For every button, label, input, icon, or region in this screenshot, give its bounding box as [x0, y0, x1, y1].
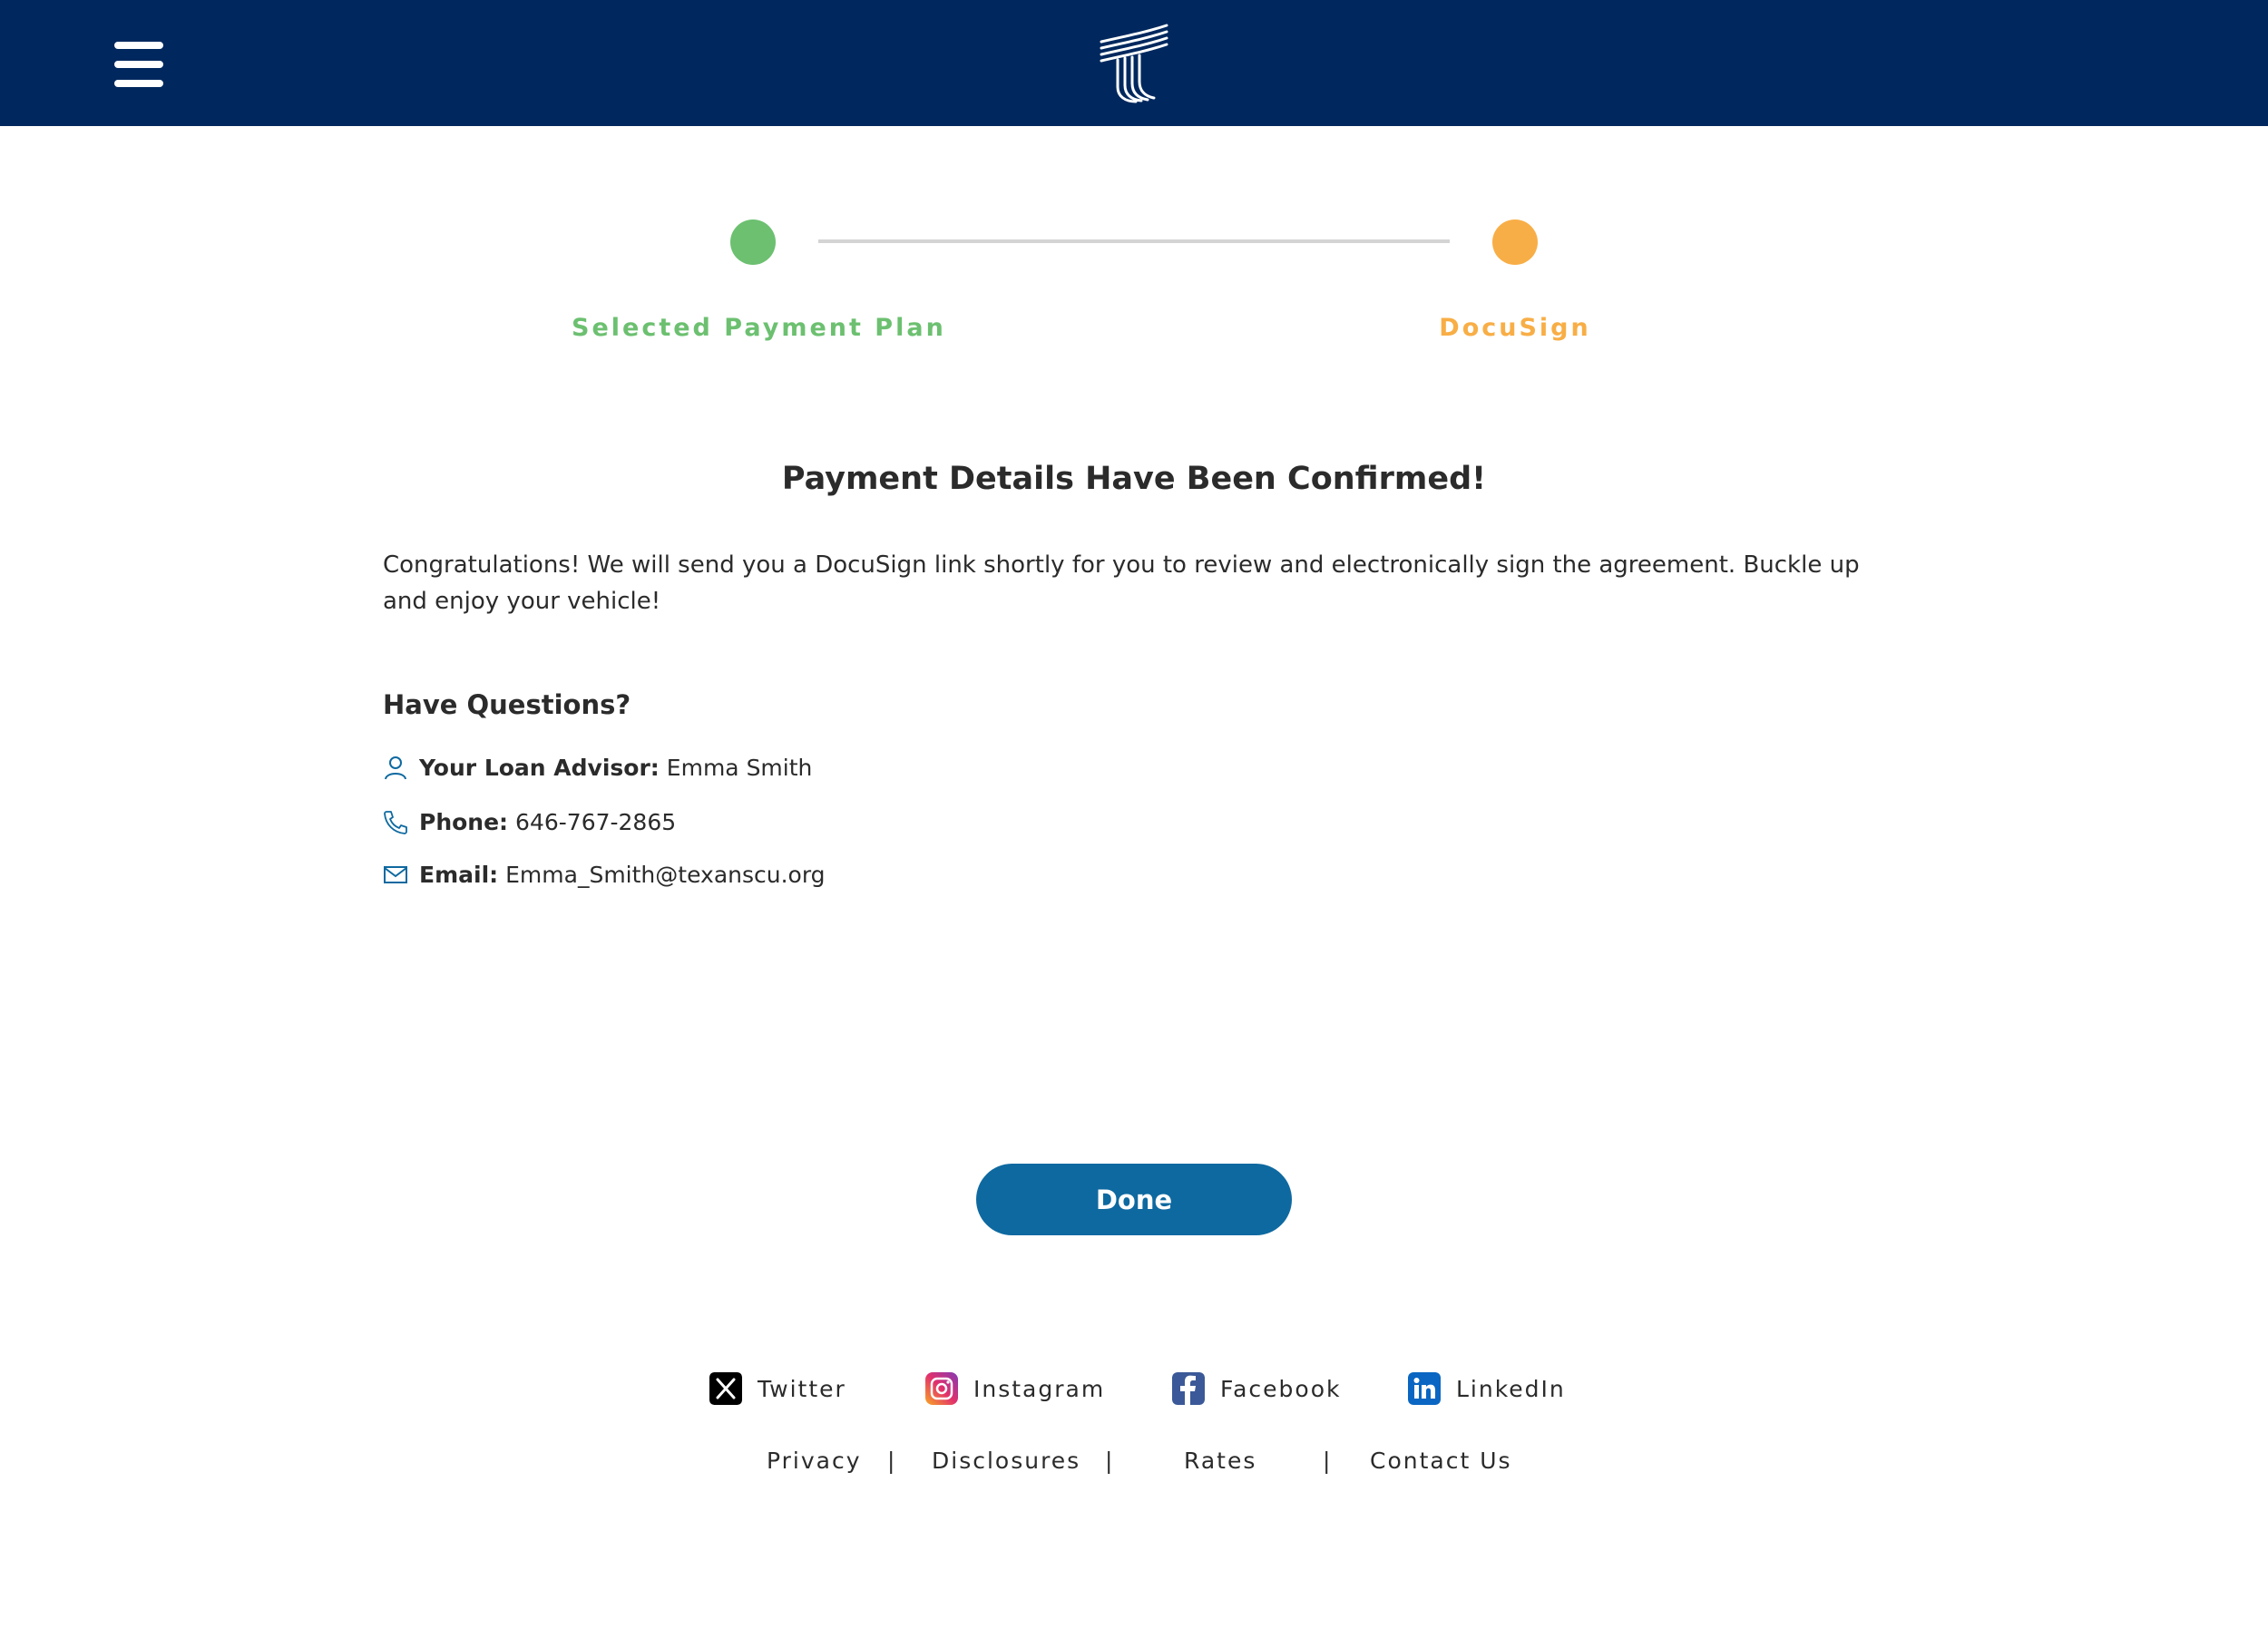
linkedin-icon — [1408, 1372, 1441, 1405]
texans-logo-icon[interactable] — [1098, 24, 1170, 105]
advisor-row — [383, 751, 812, 784]
page-title: Payment Details Have Been Confirmed! — [781, 461, 1487, 497]
instagram-icon — [925, 1372, 958, 1405]
step-dot-docusign — [1492, 219, 1538, 265]
footer-link-contact-us[interactable]: Contact Us — [1370, 1448, 1512, 1474]
step-label-docusign: DocuSign — [1439, 314, 1591, 342]
email-address[interactable]: Emma_Smith@texanscu.org — [505, 861, 826, 888]
social-link-linkedin[interactable] — [1408, 1371, 1566, 1406]
social-label-linkedin: LinkedIn — [1456, 1375, 1566, 1402]
phone-label: Phone: — [419, 808, 509, 835]
advisor-label: Your Loan Advisor: — [419, 754, 660, 781]
phone-row — [383, 805, 676, 838]
email-label: Email: — [419, 861, 499, 888]
confirmation-message: Congratulations! We will send you a DocuSign link shortly for you to review and electronically sign the agreement. Buckle up and enjoy your vehicle! — [383, 551, 1860, 615]
step-dot-payment-plan — [730, 219, 776, 265]
social-link-instagram[interactable] — [925, 1371, 1105, 1406]
footer-separator: | — [887, 1448, 895, 1474]
email-row — [383, 858, 826, 891]
stepper-line — [818, 239, 1450, 243]
done-button[interactable]: Done — [976, 1164, 1292, 1235]
step-label-payment-plan: Selected Payment Plan — [572, 314, 946, 342]
x-twitter-icon — [709, 1372, 742, 1405]
social-label-twitter: Twitter — [758, 1375, 846, 1402]
footer-separator: | — [1105, 1448, 1113, 1474]
advisor-name: Emma Smith — [666, 754, 813, 781]
phone-icon — [383, 809, 408, 834]
social-label-instagram: Instagram — [973, 1375, 1106, 1402]
footer-link-privacy[interactable]: Privacy — [767, 1448, 862, 1474]
hamburger-icon[interactable] — [114, 42, 163, 87]
mail-icon — [383, 862, 408, 887]
person-icon — [383, 755, 408, 780]
top-header — [0, 0, 2268, 126]
social-link-facebook[interactable] — [1172, 1371, 1341, 1406]
facebook-icon — [1172, 1372, 1205, 1405]
phone-number[interactable]: 646-767-2865 — [515, 808, 677, 835]
footer-link-rates[interactable]: Rates — [1184, 1448, 1257, 1474]
footer-separator: | — [1323, 1448, 1331, 1474]
footer-link-disclosures[interactable]: Disclosures — [932, 1448, 1081, 1474]
social-link-twitter[interactable] — [709, 1371, 846, 1406]
questions-heading: Have Questions? — [383, 689, 631, 720]
social-label-facebook: Facebook — [1220, 1375, 1342, 1402]
